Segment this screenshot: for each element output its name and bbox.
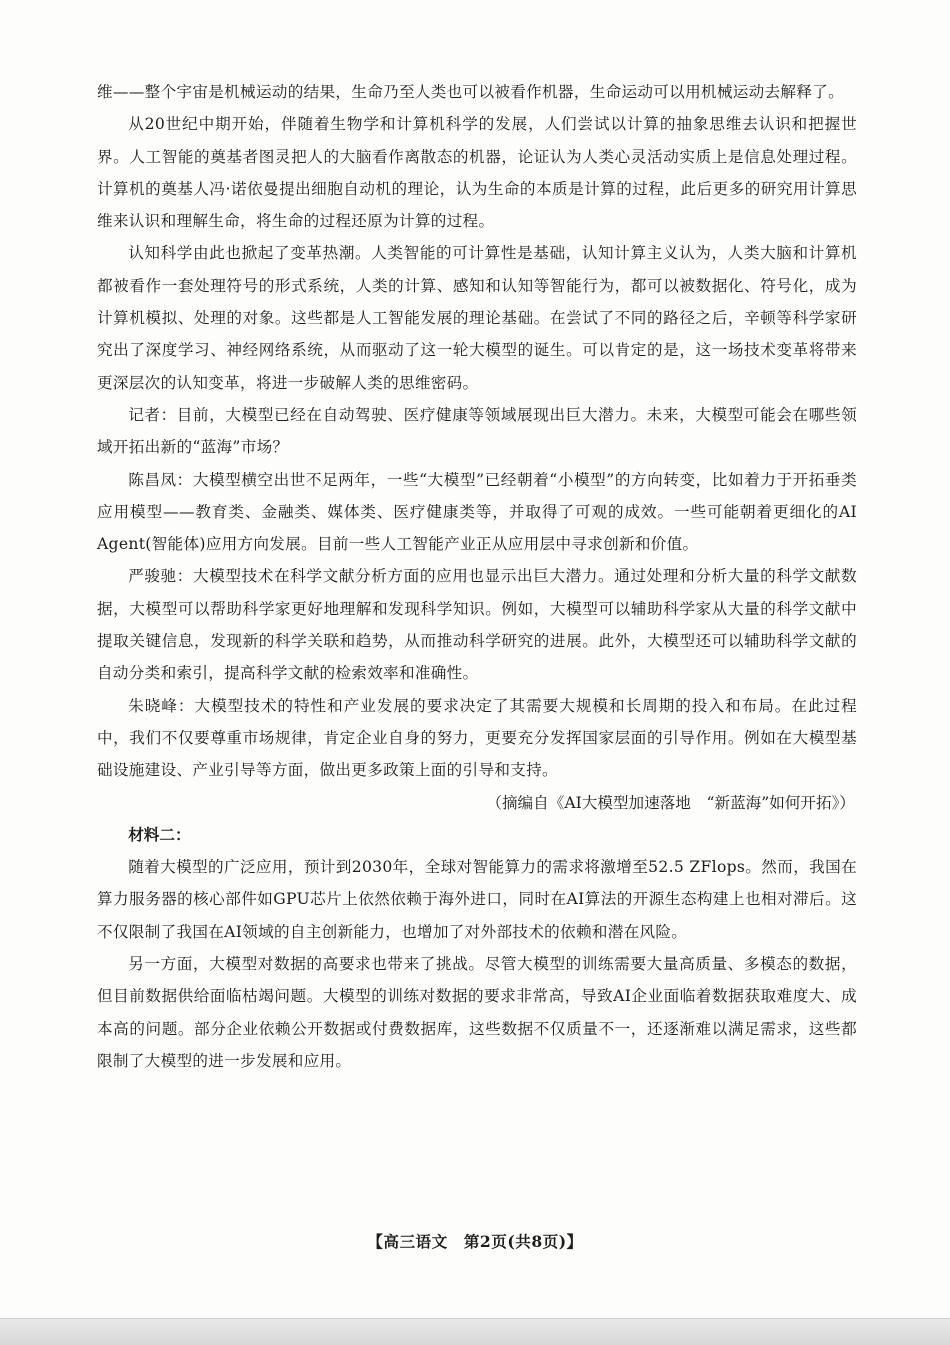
paragraph: 另一方面，大模型对数据的高要求也带来了挑战。尽管大模型的训练需要大量高质量、多模态的数据，但目前数据供给面临枯竭问题。大模型的训练对数据的要求非常高，导致AI企业面临着数据获取难度大、成本高的问题。部分企业依赖公开数据或付费数据库，这些数据不仅质量不一，还逐渐难以满足需求，这些都限制了大模型的进一步发展和应用。 [97,955,857,1070]
paragraph: 朱晓峰：大模型技术的特性和产业发展的要求决定了其需要大规模和长周期的投入和布局。在此过程中，我们不仅要尊重市场规律，肯定企业自身的努力，更要充分发挥国家层面的引导作用。例如在大模型基础设施建设、产业引导等方面，做出更多政策上面的引导和支持。 [97,696,857,780]
page-footer: 【高三语文 第2页(共8页)】 [367,1232,583,1251]
paragraph: 严骏驰：大模型技术在科学文献分析方面的应用也显示出巨大潜力。通过处理和分析大量的科学文献数据，大模型可以帮助科学家更好地理解和发现科学知识。例如，大模型可以辅助科学家从大量的科学文献中提取关键信息，发现新的科学关联和趋势，从而推动科学研究的进展。此外，大模型还可以辅助科学文献的自动分类和索引，提高科学文献的检索效率和准确性。 [97,567,857,683]
paragraph: 维——整个宇宙是机械运动的结果，生命乃至人类也可以被看作机器，生命运动可以用机械运动去解释了。 [97,83,845,101]
paragraph: 认知科学由此也掀起了变革热潮。人类智能的可计算性是基础，认知计算主义认为，人类大脑和计算机都被看作一套处理符号的形式系统，人类的计算、感知和认知等智能行为，都可以被数据化、符号化，成为计算机模拟、处理的对象。这些都是人工智能发展的理论基础。在尝试了不同的路径之后，辛顿等科学家研究出了深度学习、神经网络系统，从而驱动了这一轮大模型的诞生。可以肯定的是，这一场技术变革将带来更深层次的认知变革，将进一步破解人类的思维密码。 [97,244,857,392]
paragraph: 从20世纪中期开始，伴随着生物学和计算机科学的发展，人们尝试以计算的抽象思维去认识和把握世界。人工智能的奠基者图灵把人的大脑看作离散态的机器，论证认为人类心灵活动实质上是信息处理过程。计算机的奠基人冯·诺依曼提出细胞自动机的理论，认为生命的本质是计算的过程，此后更多的研究用计算思维来认识和理解生命，将生命的过程还原为计算的过程。 [97,115,857,231]
viewer-bottom-bar [0,1318,950,1345]
paragraph: 记者：目前，大模型已经在自动驾驶、医疗健康等领域展现出巨大潜力。未来，大模型可能会在哪些领域开拓出新的“蓝海”市场？ [97,405,857,457]
paragraph: 陈昌凤：大模型横空出世不足两年，一些“大模型”已经朝着“小模型”的方向转变，比如着力于开拓垂类应用模型——教育类、金融类、媒体类、医疗健康类等，并取得了可观的成效。一些可能朝着更细化的AI Agent(智能体)应用方向发展。目前一些人工智能产业正从应用层中寻求创新和价值。 [97,470,857,554]
document-body [97,76,857,1077]
paragraph: 随着大模型的广泛应用，预计到2030年，全球对智能算力的需求将激增至52.5 ZFlops。然而，我国在算力服务器的核心部件如GPU芯片上依然依赖于海外进口，同时在AI算法的开源生态构建上也相对滞后。这不仅限制了我国在AI领域的自主创新能力，也增加了对外部技术的依赖和潜在风险。 [97,858,857,941]
material-heading: 材料二： [128,824,191,844]
source-citation: （摘编自《AI大模型加速落地 “新蓝海”如何开拓》） [486,793,855,812]
